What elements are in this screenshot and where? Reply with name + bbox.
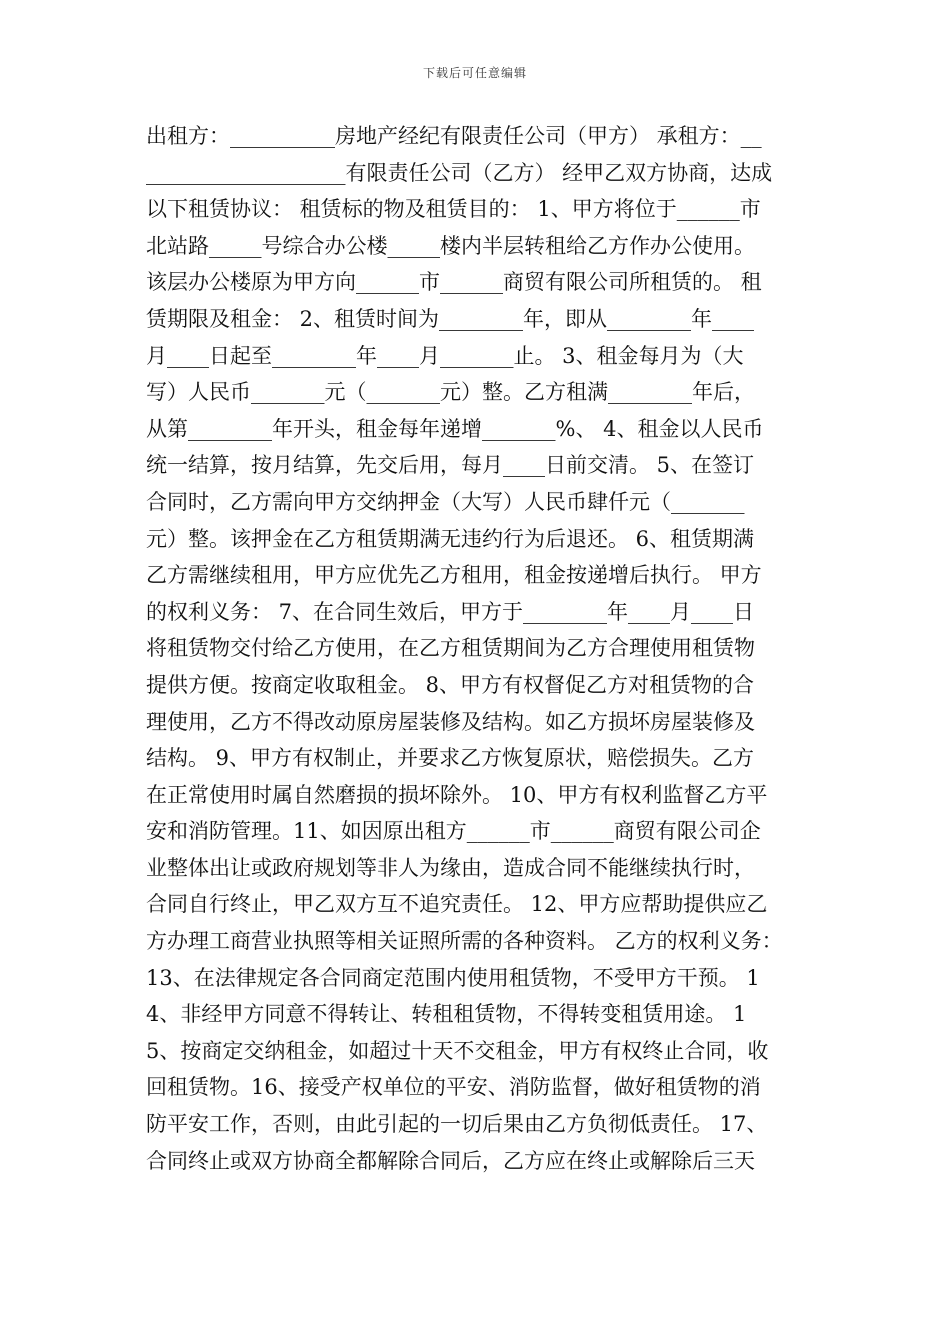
text-line: ___________________有限责任公司（乙方） 经甲乙双方协商，达成 [146,160,773,185]
text-line: 提供方便。按商定收取租金。 8、甲方有权督促乙方对租赁物的合 [146,672,755,697]
text-line: 元）整。该押金在乙方租赁期满无违约行为后退还。 6、租赁期满 [146,526,755,551]
text-line: 将租赁物交付给乙方使用，在乙方租赁期间为乙方合理使用租赁物 [146,636,755,661]
text-line: 出租方：__________房地产经纪有限责任公司（甲方） 承租方：__ [146,124,762,148]
text-line: 合同自行终止，甲乙双方互不追究责任。 12、甲方应帮助提供应乙 [146,892,768,917]
text-line: 统一结算，按月结算，先交后用，每月____日前交清。 5、在签订 [146,453,755,478]
text-line: 回租赁物。16、接受产权单位的平安、消防监督，做好租赁物的消 [146,1075,761,1100]
text-line: 北站路_____号综合办公楼_____楼内半层转租给乙方作办公使用。 [146,233,755,258]
text-line: 写）人民币_______元（_______元）整。乙方租满________年后， [146,380,755,405]
text-line: 理使用，乙方不得改动原房屋装修及结构。如乙方损坏房屋装修及 [146,709,755,734]
text-line: 在正常使用时属自然磨损的损坏除外。 10、甲方有权利监督乙方平 [146,782,768,807]
text-line: 以下租赁协议： 租赁标的物及租赁目的： 1、甲方将位于______市 [146,197,761,222]
text-line: 业整体出让或政府规划等非人为缘由，造成合同不能继续执行时， [146,855,755,880]
contract-body [146,118,810,1179]
text-line: 4、非经甲方同意不得转让、转租租赁物，不得转变租赁用途。 1 [146,1002,747,1027]
text-line: 结构。 9、甲方有权制止，并要求乙方恢复原状，赔偿损失。乙方 [146,746,755,771]
page-header: 下载后可任意编辑 [422,66,527,80]
text-line: 13、在法律规定各合同商定范围内使用租赁物，不受甲方干预。 1 [146,965,760,990]
text-line: 防平安工作，否则，由此引起的一切后果由乙方负彻低责任。 17、 [146,1112,768,1137]
text-line: 安和消防管理。11、如因原出租方______市______商贸有限公司企 [146,819,761,844]
text-line: 赁期限及租金： 2、租赁时间为________年，即从________年____ [146,306,755,331]
text-line: 合同时，乙方需向甲方交纳押金（大写）人民币肆仟元（_______ [146,489,745,514]
text-line: 乙方需继续租用，甲方应优先乙方租用，租金按递增后执行。 甲方 [146,563,762,588]
text-line: 的权利义务： 7、在合同生效后，甲方于________年____月____日 [146,599,755,624]
text-line: 月____日起至________年____月_______止。 3、租金每月为（大 [146,343,744,368]
text-line: 方办理工商营业执照等相关证照所需的各种资料。 乙方的权利义务： [146,929,783,954]
text-line: 合同终止或双方协商全都解除合同后，乙方应在终止或解除后三天 [146,1148,755,1173]
text-line: 从第________年开头，租金每年递增_______%、 4、租金以人民币 [146,416,764,441]
text-line: 该层办公楼原为甲方向______市______商贸有限公司所租赁的。 租 [146,270,762,295]
text-line: 5、按商定交纳租金，如超过十天不交租金，甲方有权终止合同，收 [146,1038,769,1063]
